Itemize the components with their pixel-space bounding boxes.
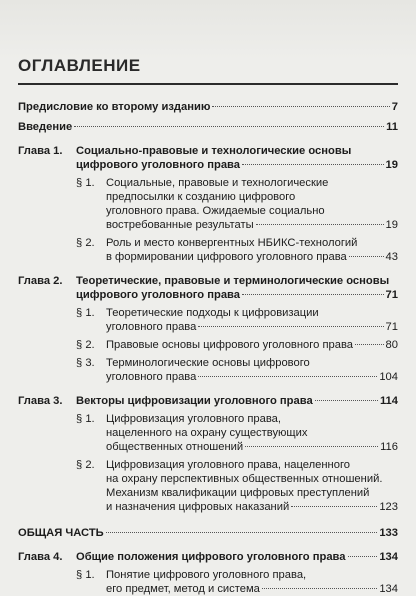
section-title (106, 176, 398, 232)
toc-entry-label: Предисловие ко второму изданию (18, 101, 211, 113)
chapter-number: Глава 2. (18, 275, 63, 287)
dot-leader (242, 164, 384, 165)
section-title (106, 236, 398, 264)
page-number: 19 (385, 159, 398, 171)
title-line: уголовного права. Ожидаемые социально (106, 205, 325, 217)
title-line: Теоретические подходы к цифровизации (106, 307, 319, 319)
toc-row (76, 550, 398, 564)
dot-leader (349, 256, 384, 257)
page-number: 71 (385, 289, 398, 301)
chapter-title (76, 144, 398, 172)
page-number: 114 (379, 395, 398, 407)
title-line: нацеленного на охрану существующих (106, 427, 308, 439)
title-line: общественных отношений (106, 441, 244, 453)
section-block (18, 568, 398, 596)
title-line: в формировании цифрового уголовного права (106, 251, 347, 263)
toc-row (106, 218, 398, 232)
toc-list (18, 92, 398, 596)
toc-row (106, 320, 398, 334)
section-number: § 2. (76, 237, 95, 249)
dot-leader (198, 376, 377, 377)
title-line: и назначения цифровых наказаний (106, 501, 290, 513)
chapter-number: Глава 1. (18, 145, 63, 157)
section-number: § 1. (76, 307, 95, 319)
title-line: предпосылки к созданию цифрового (106, 191, 296, 203)
section-block (18, 306, 398, 334)
toc-entry-plain (18, 100, 398, 114)
title-line: Цифровизация уголовного права, (106, 413, 281, 425)
chapter-number: Глава 4. (18, 551, 63, 563)
toc-entry-plain (18, 120, 398, 134)
page-number: 11 (386, 121, 398, 133)
title-line: Теоретические, правовые и терминологические основы (76, 275, 390, 287)
dot-leader (245, 446, 378, 447)
toc-row (106, 370, 398, 384)
title-line: Правовые основы цифрового уголовного права (106, 339, 353, 351)
toc-entry-chapter (18, 144, 398, 172)
toc-entry-section (18, 568, 398, 596)
section-block (18, 412, 398, 454)
title-line: Социально-правовые и технологические основы (76, 145, 352, 157)
toc-entry-label: Введение (18, 121, 73, 133)
page-number: 43 (385, 251, 398, 263)
toc-entry-section (18, 176, 398, 232)
toc-entry-chapter (18, 550, 398, 564)
dot-leader (106, 532, 378, 533)
page-number: 19 (385, 219, 398, 231)
toc-entry-section (18, 306, 398, 334)
page-number: 71 (385, 321, 398, 333)
section-title (106, 458, 398, 514)
chapter-block (18, 274, 398, 302)
title-line: Роль и место конвергентных НБИКС-технологий (106, 237, 358, 249)
toc-entry-chapter (18, 274, 398, 302)
title-line: востребованные результаты (106, 219, 254, 231)
chapter-number: Глава 3. (18, 395, 63, 407)
page-number: 80 (385, 339, 398, 351)
toc-row (106, 582, 398, 596)
toc-entry-chapter (18, 394, 398, 408)
page-number: 133 (379, 527, 398, 539)
chapter-block (18, 144, 398, 172)
title-line: Векторы цифровизации уголовного права (76, 395, 313, 407)
toc-row (76, 394, 398, 408)
chapter-block (18, 550, 398, 564)
dot-leader (315, 400, 378, 401)
title-line: на охрану перспективных общественных отношений. (106, 473, 383, 485)
dot-leader (74, 126, 384, 127)
toc-entry-section (18, 338, 398, 352)
title-line: Терминологические основы цифрового (106, 357, 310, 369)
toc-entry-section (18, 458, 398, 514)
dot-leader (242, 294, 384, 295)
section-title (106, 338, 398, 352)
section-number: § 2. (76, 459, 95, 471)
section-block (18, 458, 398, 514)
section-title (106, 412, 398, 454)
chapter-title (76, 274, 398, 302)
section-title (106, 568, 398, 596)
toc-entry-part (18, 526, 398, 540)
dot-leader (212, 106, 389, 107)
page-number: 134 (379, 551, 398, 563)
page-number: 7 (391, 101, 398, 113)
toc-row (18, 100, 398, 114)
toc-row (106, 500, 398, 514)
title-rule (18, 83, 398, 85)
section-number: § 1. (76, 413, 95, 425)
page-number: 116 (380, 441, 398, 453)
dot-leader (262, 588, 377, 589)
section-block (18, 356, 398, 384)
title-line: Механизм квалификации цифровых преступлений (106, 487, 370, 499)
dot-leader (291, 506, 377, 507)
page-title: ОГЛАВЛЕНИЕ (18, 56, 141, 75)
toc-row (106, 338, 398, 352)
title-line: цифрового уголовного права (76, 289, 240, 301)
section-number: § 3. (76, 357, 95, 369)
dot-leader (256, 224, 384, 225)
chapter-title (76, 550, 398, 564)
title-line: Социальные, правовые и технологические (106, 177, 329, 189)
page-number: 104 (379, 371, 398, 383)
section-number: § 1. (76, 177, 95, 189)
section-block (18, 176, 398, 232)
page-number: 123 (379, 501, 398, 513)
toc-row (76, 158, 398, 172)
chapter-block (18, 394, 398, 408)
section-number: § 2. (76, 339, 95, 351)
page-number: 134 (379, 583, 398, 595)
dot-leader (348, 556, 378, 557)
section-block (18, 338, 398, 352)
title-line: уголовного права (106, 321, 197, 333)
toc-entry-section (18, 356, 398, 384)
title-line: его предмет, метод и система (106, 583, 260, 595)
section-title (106, 306, 398, 334)
title-line: уголовного права (106, 371, 197, 383)
title-line: Цифровизация уголовного права, нацеленного (106, 459, 351, 471)
toc-page (18, 0, 398, 595)
toc-row (18, 526, 398, 540)
title-line: Понятие цифрового уголовного права, (106, 569, 307, 581)
chapter-title (76, 394, 398, 408)
toc-entry-section (18, 236, 398, 264)
section-title (106, 356, 398, 384)
toc-row (106, 250, 398, 264)
section-number: § 1. (76, 569, 95, 581)
title-line: цифрового уголовного права (76, 159, 240, 171)
toc-entry-section (18, 412, 398, 454)
toc-entry-label: ОБЩАЯ ЧАСТЬ (18, 527, 104, 539)
section-block (18, 236, 398, 264)
toc-row (106, 440, 398, 454)
title-line: Общие положения цифрового уголовного права (76, 551, 346, 563)
toc-row (18, 120, 398, 134)
toc-row (76, 288, 398, 302)
dot-leader (198, 326, 383, 327)
dot-leader (355, 344, 384, 345)
